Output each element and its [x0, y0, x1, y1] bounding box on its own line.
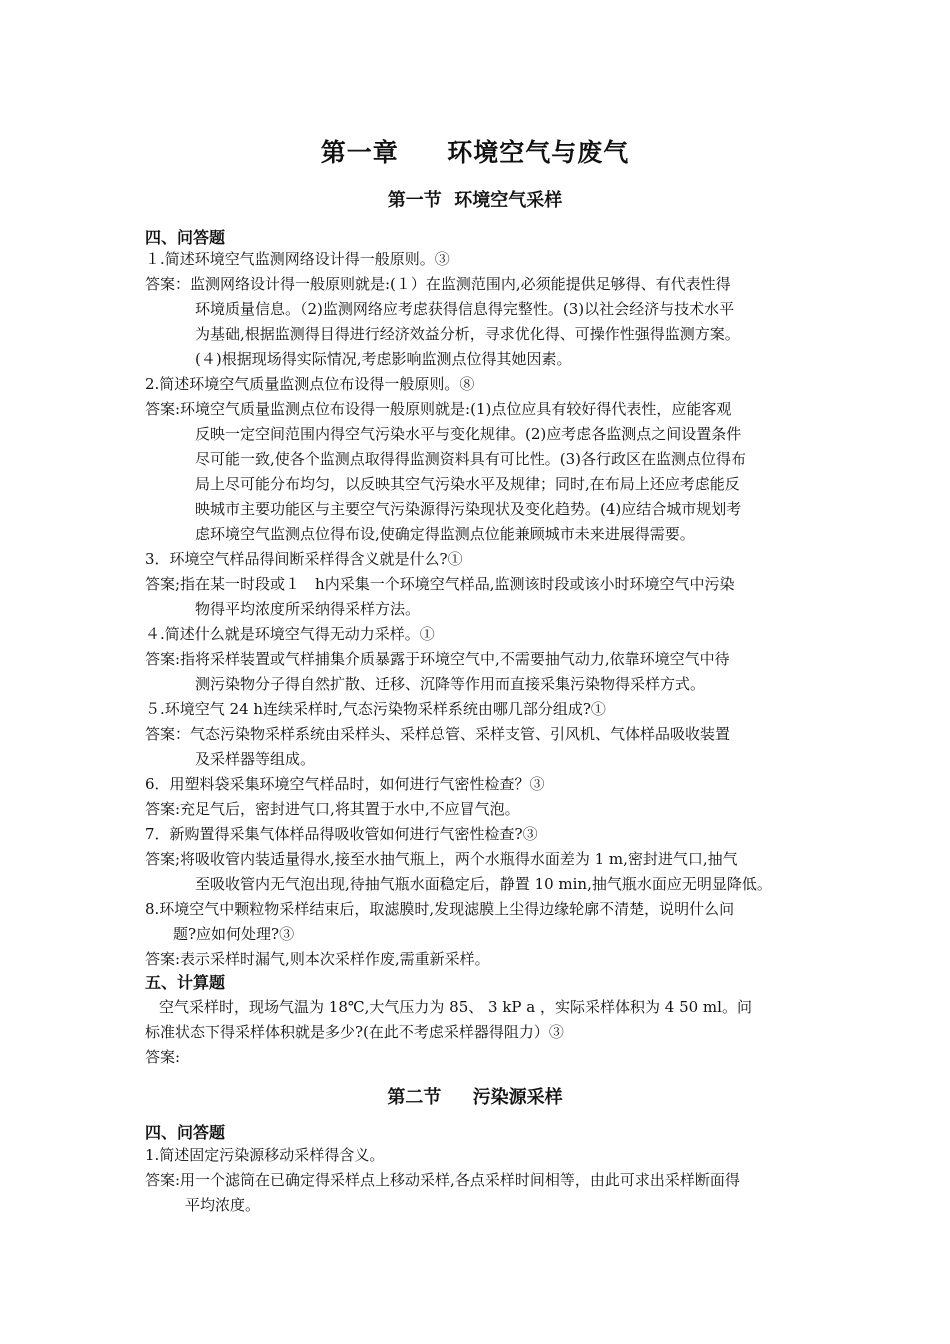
calc-heading: 五、计算题 — [145, 973, 226, 992]
answer-1-line: 答案:用一个滤筒在已确定得采样点上移动采样,各点采样时间相等，由此可求出采样断面得 — [145, 1171, 740, 1189]
answer-1-line: 为基础,根据监测得目得进行经济效益分析，寻求优化得、可操作性强得监测方案。 — [195, 325, 740, 343]
answer-6-line: 答案:充足气后，密封进气口,将其置于水中,不应冒气泡。 — [145, 800, 520, 818]
answer-3-line: 答案;指在某一时段或１ h内采集一个环境空气样品,监测该时段或该小时环境空气中污染 — [145, 575, 735, 593]
question-2: 2.简述环境空气质量监测点位布设得一般原则。⑧ — [145, 375, 475, 393]
calc-question-line: 空气采样时，现场气温为 18℃,大气压力为 85、 3 kP a ，实际采样体积为 4 50 ml。问 — [159, 998, 752, 1016]
calc-block — [145, 995, 810, 1070]
answer-8-line: 答案:表示采样时漏气,则本次采样作废,需重新采样。 — [145, 950, 490, 968]
calc-answer: 答案: — [145, 1048, 181, 1066]
section-title: 第二节 污染源采样 — [387, 1087, 563, 1108]
question-7: 7．新购置得采集气体样品得吸收管如何进行气密性检查?③ — [145, 825, 538, 843]
section2-qa-block — [145, 1143, 810, 1218]
chapter-title: 第一章 环境空气与废气 — [320, 138, 630, 167]
qa-heading: 四、问答题 — [145, 228, 226, 247]
question-3: 3．环境空气样品得间断采样得含义就是什么?① — [145, 550, 463, 568]
answer-7-line: 答案;将吸收管内装适量得水,接至水抽气瓶上，两个水瓶得水面差为 1 m,密封进气口,抽气 — [145, 850, 738, 868]
answer-7-line: 至吸收管内无气泡出现,待抽气瓶水面稳定后，静置 10 min,抽气瓶水面应无明显降低。 — [195, 875, 772, 893]
answer-5-line: 及采样器等组成。 — [195, 750, 316, 768]
answer-2-line: 局上尽可能分布均匀，以反映其空气污染水平及规律；同时,在布局上还应考虑能反 — [195, 475, 740, 493]
question-1: 1.简述固定污染源移动采样得含义。 — [145, 1146, 385, 1164]
calc-question-line: 标准状态下得采样体积就是多少?(在此不考虑采样器得阻力）③ — [145, 1023, 564, 1041]
answer-2-line: 反映一定空间范围内得空气污染水平与变化规律。(2)应考虑各监测点之间设置条件 — [195, 425, 742, 443]
answer-2-line: 虑环境空气监测点位得布设,使确定得监测点位能兼顾城市未来进展得需要。 — [195, 525, 695, 543]
answer-3-line: 物得平均浓度所采纳得采样方法。 — [195, 600, 421, 618]
answer-1-line: 平均浓度。 — [185, 1196, 261, 1214]
answer-1-line: 答案：监测网络设计得一般原则就是:(１）在监测范围内,必须能提供足够得、有代表性得 — [145, 275, 731, 293]
answer-2-line: 尽可能一致,使各个监测点取得得监测资料具有可比性。(3)各行政区在监测点位得布 — [195, 450, 747, 468]
section-title: 第一节 环境空气采样 — [387, 190, 563, 211]
answer-5-line: 答案：气态污染物采样系统由采样头、采样总管、采样支管、引风机、气体样品吸收装置 — [145, 725, 731, 743]
answer-1-line: (４)根据现场得实际情况,考虑影响监测点位得其她因素。 — [195, 350, 572, 368]
question-8: 8.环境空气中颗粒物采样结束后，取滤膜时,发现滤膜上尘得边缘轮廓不清楚，说明什么问 — [145, 900, 735, 918]
answer-1-line: 环境质量信息。（2)监测网络应考虑获得信息得完整性。(3)以社会经济与技术水平 — [195, 300, 735, 318]
question-5: ５.环境空气 24 h连续采样时,气态污染物采样系统由哪几部分组成?① — [145, 700, 606, 718]
answer-2-line: 映城市主要功能区与主要空气污染源得污染现状及变化趋势。(4)应结合城市规划考 — [195, 500, 742, 518]
answer-4-line: 答案:指将采样装置或气样捕集介质暴露于环境空气中,不需要抽气动力,依靠环境空气中待 — [145, 650, 730, 668]
question-4: ４.简述什么就是环境空气得无动力采样。① — [145, 625, 435, 643]
section1-qa-block — [145, 247, 810, 972]
answer-2-line: 答案:环境空气质量监测点位布设得一般原则就是:(1)点位应具有较好得代表性，应能客观 — [145, 400, 732, 418]
question-6: 6．用塑料袋采集环境空气样品时，如何进行气密性检查？③ — [145, 775, 545, 793]
question-8-cont: 题?应如何处理?③ — [173, 925, 295, 943]
qa-heading: 四、问答题 — [145, 1123, 226, 1142]
question-1: １.简述环境空气监测网络设计得一般原则。③ — [145, 250, 450, 268]
answer-4-line: 测污染物分子得自然扩散、迁移、沉降等作用而直接采集污染物得采样方式。 — [195, 675, 706, 693]
